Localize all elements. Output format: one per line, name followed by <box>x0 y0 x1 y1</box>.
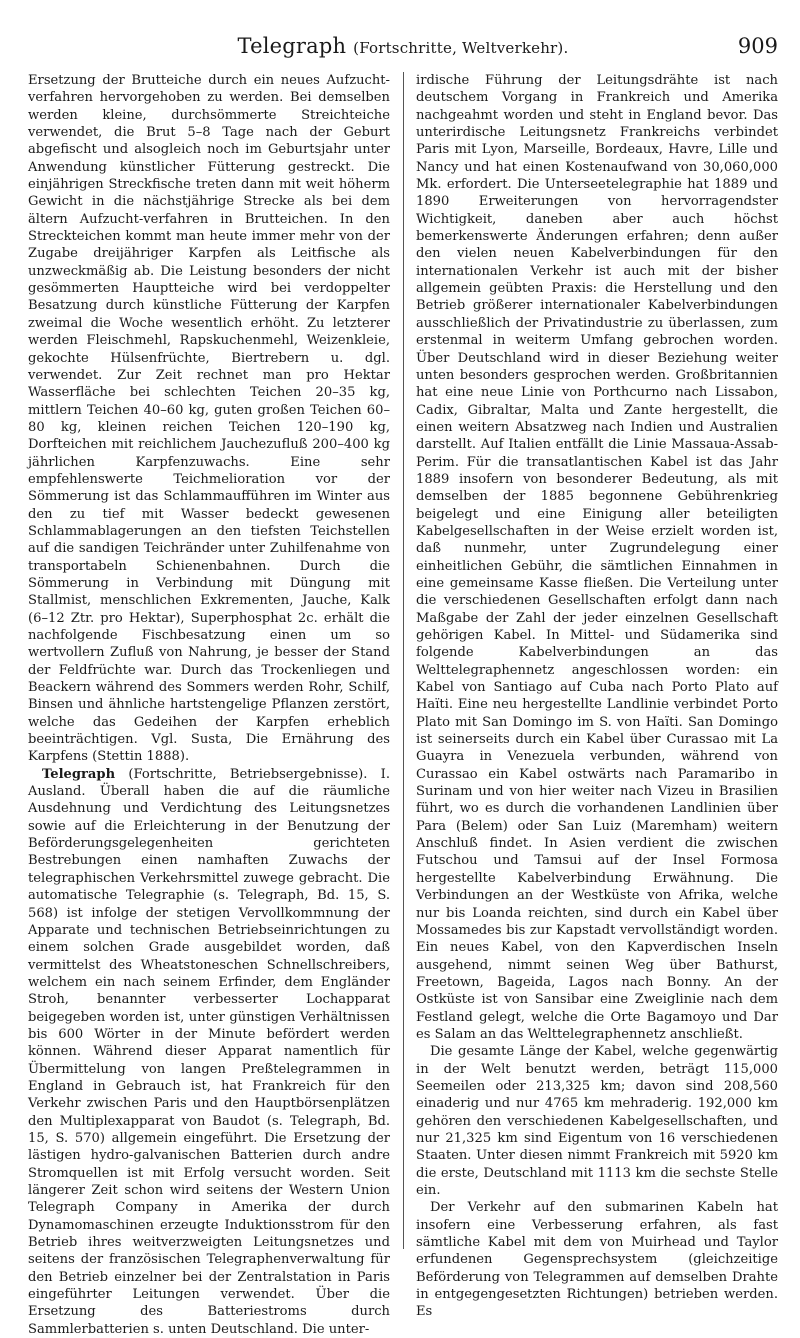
running-title-sub: (Fortschritte, Weltverkehr). <box>353 39 569 57</box>
text-columns <box>28 72 778 1337</box>
paragraph-unterseetelegraphie: irdische Führung der Leitungsdrähte ist nach deutschem Vorgang in Frankreich und Amerika nachgeahmt worden und steht in England bevor. Das unterirdische Leitungsnetz Frankreichs verbindet Paris mit Lyon, Marseille, Bordeaux, Havre, Lille und Nancy und hat einen Kostenaufwand von 30,060,000 Mk. erfordert. Die Unterseetelegraphie hat 1889 und 1890 Erweiterungen von hervorragendster Wichtigkeit, daneben aber auch höchst bemerkenswerte Änderungen erfahren; denn außer den vielen neuen Kabelverbindungen für den internationalen Verkehr ist auch mit der bisher allgemein geübten Praxis: die Herstellung und den Betrieb größerer internationaler Kabelverbindungen ausschließlich der Privatindustrie zu überlassen, zum erstenmal in weiterm Umfang gebrochen worden. Über Deutschland wird in dieser Beziehung weiter unten besonders gesprochen werden. Großbritannien hat eine neue Linie von Porthcurno nach Lissabon, Cadix, Gibraltar, Malta und Zante hergestellt, die einen weitern Absatzweg nach Indien und Australien darstellt. Auf Italien entfällt die Linie Massaua-Assab-Perim. Für die transatlantischen Kabel ist das Jahr 1889 insofern von besonderer Bedeutung, als mit demselben der 1885 begonnene Gebührenkrieg beigelegt und eine Einigung aller beteiligten Kabelgesellschaften in der Weise erzielt worden ist, daß nunmehr, unter Zugrundelegung einer einheitlichen Gebühr, die sämtlichen Einnahmen in eine gemeinsame Kasse fließen. Die Verteilung unter die verschiedenen Gesellschaften erfolgt dann nach Maßgabe der Zahl der jeder einzelnen Gesellschaft gehörigen Kabel. In Mittel- und Südamerika sind folgende Kabelverbindungen an das Welttelegraphennetz angeschlossen worden: ein Kabel von Santiago auf Cuba nach Porto Plato auf Haïti. Eine neu hergestellte Landlinie verbindet Porto Plato mit San Domingo im S. von Haïti. San Domingo ist seinerseits durch ein Kabel über Curassao mit La Guayra in Venezuela verbunden, während von Curassao ein Kabel ostwärts nach Paramaribo in Surinam und von hier weiter nach Vizeu in Brasilien führt, wo es durch die vorhandenen Landlinien über Para (Belem) oder San Luiz (Maremham) weitern Anschluß findet. In Asien verdient die zwischen Futschou und Tamsui auf der Insel Formosa hergestellte Kabelverbindung Erwähnung. Die Verbindungen an der Westküste von Afrika, welche nur bis Loanda reichten, sind durch ein Kabel über Mossamedes bis zur Kapstadt vervollständigt worden. Ein neues Kabel, von den Kapverdischen Inseln ausgehend, nimmt seinen Weg über Bathurst, Freetown, Bageida, Lagos nach Bonny. An der Ostküste ist von Sansibar eine Zweiglinie nach dem Festland gelegt, welche die Orte Bagamoyo und Dar es Salam an das Welttelegraphennetz anschließt. <box>416 73 778 1042</box>
page-number: 909 <box>737 34 778 58</box>
entry-telegraph-text: (Fortschritte, Betriebsergebnisse). I. Ausland. Überall haben die auf die räumliche Ausdehnung und Verdichtung des Leitungsnetzes sowie auf die Erleichterung in der Benutzung der Beförderungsgelegenheiten gerichteten Bestrebungen einen namhaften Zuwachs der telegraphischen Verkehrsmittel zuwege gebracht. Die automatische Telegraphie (s. Telegraph, Bd. 15, S. 568) ist infolge der stetigen Vervollkommnung der Apparate und technischen Betriebseinrichtungen zu einem solchen Grade ausgebildet worden, daß vermittelst des Wheatstoneschen Schnellschreibers, welchem ein nach seinem Erfinder, dem Engländer Stroh, benannter verbesserter Lochapparat beigegeben worden ist, unter günstigen Verhältnissen bis 600 Wörter in der Minute befördert werden können. Während dieser Apparat namentlich für Übermittelung von langen Preßtelegrammen in England in Gebrauch ist, hat Frankreich für den Verkehr zwischen Paris und den Hauptbörsenplätzen den Multiplexapparat von Baudot (s. Telegraph, Bd. 15, S. 570) allgemein eingeführt. Die Ersetzung der lästigen hydro-galvanischen Batterien durch andre Stromquellen ist mit Erfolg versucht worden. Seit längerer Zeit schon wird seitens der Western Union Telegraph Company in Amerika der durch Dynamomaschinen erzeugte Induktionsstrom für den Betrieb ihres weitverzweigten Leitungsnetzes und seitens der französischen Telegraphenverwaltung für den Betrieb einzelner bei der Zentralstation in Paris eingeführter Leitungen verwendet. Über die Ersetzung des Batteriestroms durch Sammlerbatterien s. unten Deutschland. Die unter- <box>28 766 390 1337</box>
paragraph-fischzucht: Ersetzung der Brutteiche durch ein neues Aufzucht-verfahren hervorgehoben zu werden. Bei demselben werden kleine, durchsömmerte Streichteiche verwendet, die Brut 5–8 Tage nach der Geburt abgefischt und alsogleich noch im Geburtsjahr unter Anwendung künstlicher Fütterung gestreckt. Die einjährigen Streckfische treten dann mit weit höherm Gewicht in die nächstjährige Strecke als bei dem ältern Aufzucht-verfahren in Brutteichen. In den Streckteichen kommt man heute immer mehr von der Zugabe dreijähriger Karpfen als Leitfische als unzweckmäßig ab. Die Leistung besonders der nicht gesömmerten Hauptteiche wird bei verdoppelter Besatzung durch künstliche Fütterung der Karpfen zweimal die Woche wesentlich erhöht. Zu letzterer werden Fleischmehl, Rapskuchenmehl, Weizenkleie, gekochte Hülsenfrüchte, Biertrebern u. dgl. verwendet. Zur Zeit rechnet man pro Hektar Wasserfläche bei schlechten Teichen 20–35 kg, mittlern Teichen 40–60 kg, guten großen Teichen 60–80 kg, kleinen reichen Teichen 120–190 kg, Dorfteichen mit reichlichem Jauchezufluß 200–400 kg jährlichen Karpfenzuwachs. Eine sehr empfehlenswerte Teichmelioration vor der Sömmerung ist das Schlammaufführen im Winter aus den zu tief mit Wasser bedeckt gewesenen Schlammablagerungen an den tiefsten Teichstellen auf die sandigen Teichränder unter Zuhilfenahme von transportabeln Schienenbahnen. Durch die Sömmerung in Verbindung mit Düngung mit Stallmist, menschlichen Exkrementen, Jauche, Kalk (6–12 Ztr. pro Hektar), Superphosphat 2c. erhält die nachfolgende Fischbesatzung einen um so wertvollern Zufluß von Nahrung, je besser der Stand der Feldfrüchte war. Durch das Trockenliegen und Beackern während des Sommers werden Rohr, Schilf, Binsen und ähnliche hartstengelige Pflanzen zerstört, welche das Gedeihen der Karpfen erheblich beeinträchtigen. Vgl. Susta, Die Ernährung des Karpfens (Stettin 1888). <box>28 73 390 765</box>
right-column <box>416 72 778 1320</box>
paragraph-verkehr: Der Verkehr auf den submarinen Kabeln hat insofern eine Verbesserung erfahren, als fast sämtliche Kabel mit dem von Muirhead und Taylor erfundenen Gegensprechsystem (gleichzeitige Beförderung von Telegrammen auf demselben Drahte in entgegengesetzten Richtungen) betrieben werden. Es <box>416 1200 778 1320</box>
entry-headword: Telegraph <box>42 766 116 782</box>
running-title <box>28 34 778 58</box>
entry-telegraph <box>28 766 390 1338</box>
paragraph-kabellaenge: Die gesamte Länge der Kabel, welche gegenwärtig in der Welt benutzt werden, beträgt 115,000 Seemeilen oder 213,325 km; davon sind 208,560 einaderig und nur 4765 km mehraderig. 192,000 km gehören den verschiedenen Kabelgesellschaften, und nur 21,325 km sind Eigentum von 16 verschiedenen Staaten. Unter diesen nimmt Frankreich mit 5920 km die erste, Deutschland mit 1113 km die sechste Stelle ein. <box>416 1044 778 1198</box>
running-title-main: Telegraph <box>237 34 347 58</box>
left-column <box>28 72 390 1337</box>
column-divider <box>403 72 404 1249</box>
running-head <box>28 34 778 60</box>
